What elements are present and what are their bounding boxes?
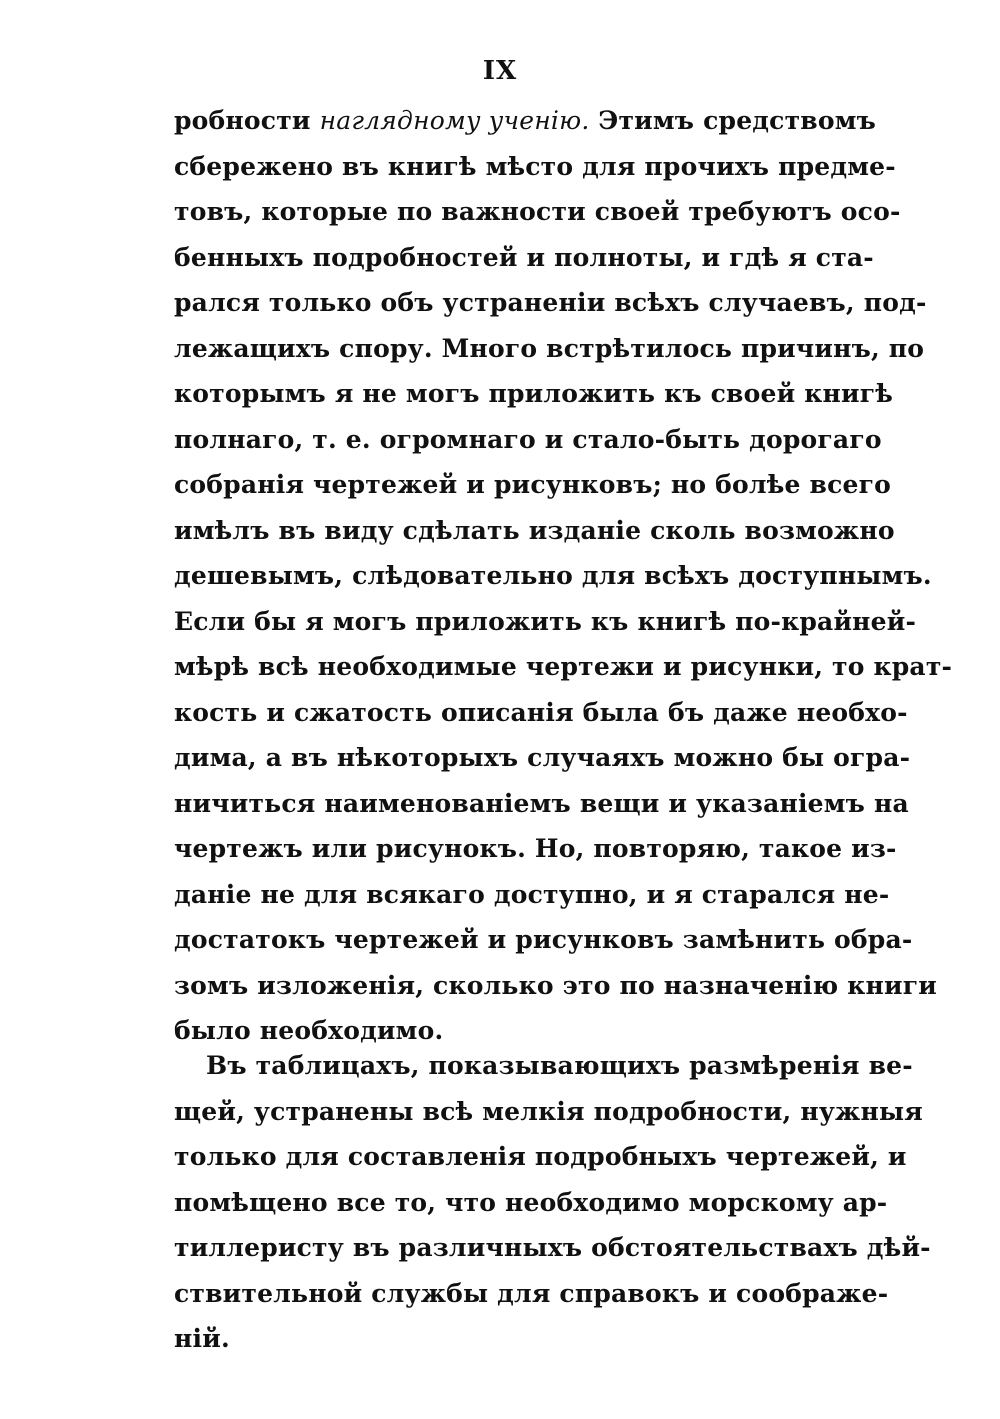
paragraph-line: даніе не для всякаго доступно, и я старался не- [174, 879, 890, 909]
italic-phrase: наглядному ученію. [319, 106, 590, 135]
paragraph-line: сбережено въ книгѣ мѣсто для прочихъ предме- [174, 151, 896, 181]
paragraph-line: собранія чертежей и рисунковъ; но болѣе всего [174, 470, 892, 499]
paragraph-line: ничиться наименованіемъ вещи и указаніемъ на [174, 788, 909, 818]
paragraph-line: полнаго, т. е. огромнаго и стало-быть дорогаго [174, 424, 882, 454]
line-text-end: Этимъ средствомъ [598, 106, 877, 135]
paragraph-1 [174, 98, 953, 1054]
paragraph-line: помѣщено все то, что необходимо морскому ар- [174, 1187, 888, 1217]
paragraph-line: только для составленія подробныхъ чертежей, и [174, 1142, 907, 1171]
paragraph-line: мѣрѣ всѣ необходимые чертежи и рисунки, то крат- [174, 652, 953, 681]
paragraph-last-line: ній. [174, 1324, 230, 1353]
paragraph-line: кость и сжатость описанія была бъ даже необхо- [174, 697, 908, 727]
paragraph-line: дешевымъ, слѣдовательно для всѣхъ доступнымъ. [174, 561, 932, 590]
page-number: IX [482, 56, 518, 86]
paragraph-last-line: было необходимо. [174, 1016, 444, 1045]
paragraph-line: рался только объ устраненіи всѣхъ случаевъ, под- [174, 288, 927, 317]
line-text-start: робности [174, 106, 311, 135]
paragraph-line: зомъ изложенія, сколько это по назначенію книги [174, 970, 938, 1000]
paragraph-line: которымъ я не могъ приложить къ своей книгѣ [174, 379, 894, 408]
paragraph-line: Если бы я могъ приложить къ книгѣ по-крайней- [174, 606, 917, 636]
paragraph-line: тиллеристу въ различныхъ обстоятельствахъ дѣй- [174, 1233, 931, 1262]
paragraph-line: товъ, которые по важности своей требуютъ осо- [174, 197, 901, 226]
paragraph-line: дима, а въ нѣкоторыхъ случаяхъ можно бы огра- [174, 743, 911, 772]
paragraph-line: лежащихъ спору. Много встрѣтилось причинъ, по [174, 333, 925, 363]
paragraph-line: чертежъ или рисунокъ. Но, повторяю, такое из- [174, 834, 897, 863]
paragraph-first-line: Въ таблицахъ, показывающихъ размѣренія ве- [206, 1051, 913, 1080]
paragraph-line: щей, устранены всѣ мелкія подробности, нужныя [174, 1096, 923, 1126]
paragraph-line: бенныхъ подробностей и полноты, и гдѣ я ста- [174, 242, 874, 272]
paragraph-2 [174, 1043, 931, 1362]
paragraph-line [174, 98, 877, 144]
paragraph-line: достатокъ чертежей и рисунковъ замѣнить обра- [174, 925, 913, 954]
paragraph-line: имѣлъ въ виду сдѣлать изданіе сколь возможно [174, 515, 895, 545]
paragraph-line: ствительной службы для справокъ и соображе- [174, 1278, 889, 1308]
